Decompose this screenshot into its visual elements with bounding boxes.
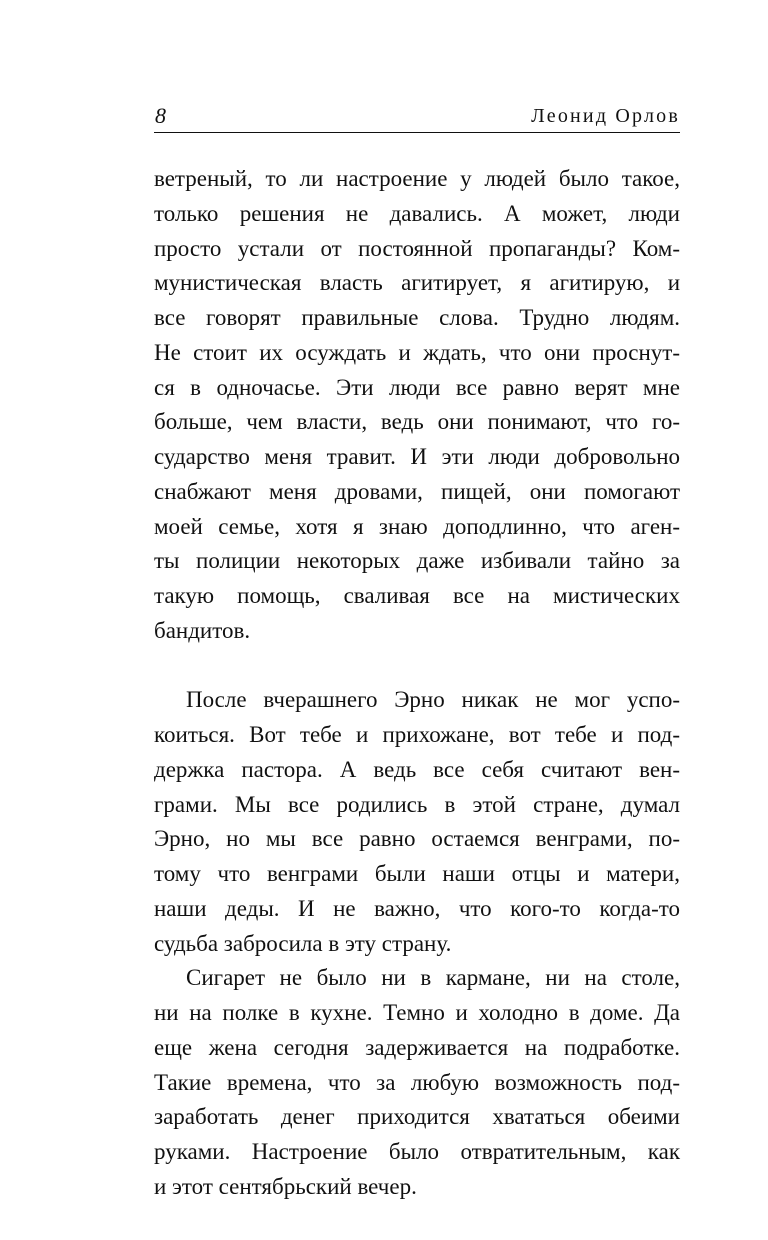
text-line: Не стоит их осуждать и ждать, что они проснут- (154, 339, 680, 365)
text-line: Такие времена, что за любую возможность под- (154, 1069, 680, 1095)
paragraph-2 (154, 683, 680, 961)
text-line: коиться. Вот тебе и прихожане, вот тебе и под- (154, 722, 680, 747)
text-line: сударство меня травит. И эти люди добровольно (154, 444, 680, 469)
page-body-text (154, 162, 680, 1205)
page-number: 8 (155, 103, 166, 128)
text-line: тому что венграми были наши отцы и матери, (154, 861, 680, 886)
text-line: моей семье, хотя я знаю доподлинно, что аген- (154, 513, 680, 539)
text-line: больше, чем власти, ведь они понимают, что го- (154, 409, 680, 435)
text-line: держка пастора. А ведь все себя считают вен- (154, 756, 680, 782)
text-line: Сигарет не было ни в кармане, ни на столе, (186, 965, 680, 991)
text-line: просто устали от постоянной пропаганды? Ком- (154, 235, 680, 261)
text-line: ни на полке в кухне. Темно и холодно в доме. Да (154, 1000, 680, 1025)
text-line: ветреный, то ли настроение у людей было такое, (154, 166, 680, 191)
paragraph-1 (154, 162, 680, 649)
text-line: все говорят правильные слова. Трудно людям. (154, 305, 680, 330)
text-line: бандитов. (154, 617, 251, 643)
text-line: руками. Настроение было отвратительным, как (154, 1139, 680, 1164)
text-line: наши деды. И не важно, что кого-то когда-то (154, 895, 680, 921)
text-line: После вчерашнего Эрно никак не мог успо- (186, 687, 680, 713)
paragraph-3 (154, 961, 680, 1204)
text-line: ты полиции некоторых даже избивали тайно за (154, 548, 680, 574)
text-line: ся в одночасье. Эти люди все равно верят мне (154, 374, 680, 400)
text-line: мунистическая власть агитирует, я агитирую, и (154, 270, 680, 296)
text-line: судьба забросила в эту страну. (154, 930, 452, 956)
author-name: Леонид Орлов (531, 105, 680, 127)
text-line: еще жена сегодня задерживается на подработке. (154, 1034, 680, 1060)
text-line: и этот сентябрьский вечер. (154, 1173, 417, 1199)
text-line: Эрно, но мы все равно остаемся венграми, по- (154, 826, 680, 852)
text-line: такую помощь, сваливая все на мистических (154, 583, 680, 608)
text-line: заработать денег приходится хвататься обеими (154, 1104, 680, 1130)
text-line: грами. Мы все родились в этой стране, думал (154, 791, 680, 817)
paragraph-gap (154, 649, 680, 684)
running-header (154, 100, 680, 133)
text-line: только решения не давались. А может, люди (154, 200, 680, 226)
text-line: снабжают меня дровами, пищей, они помогают (154, 478, 680, 504)
